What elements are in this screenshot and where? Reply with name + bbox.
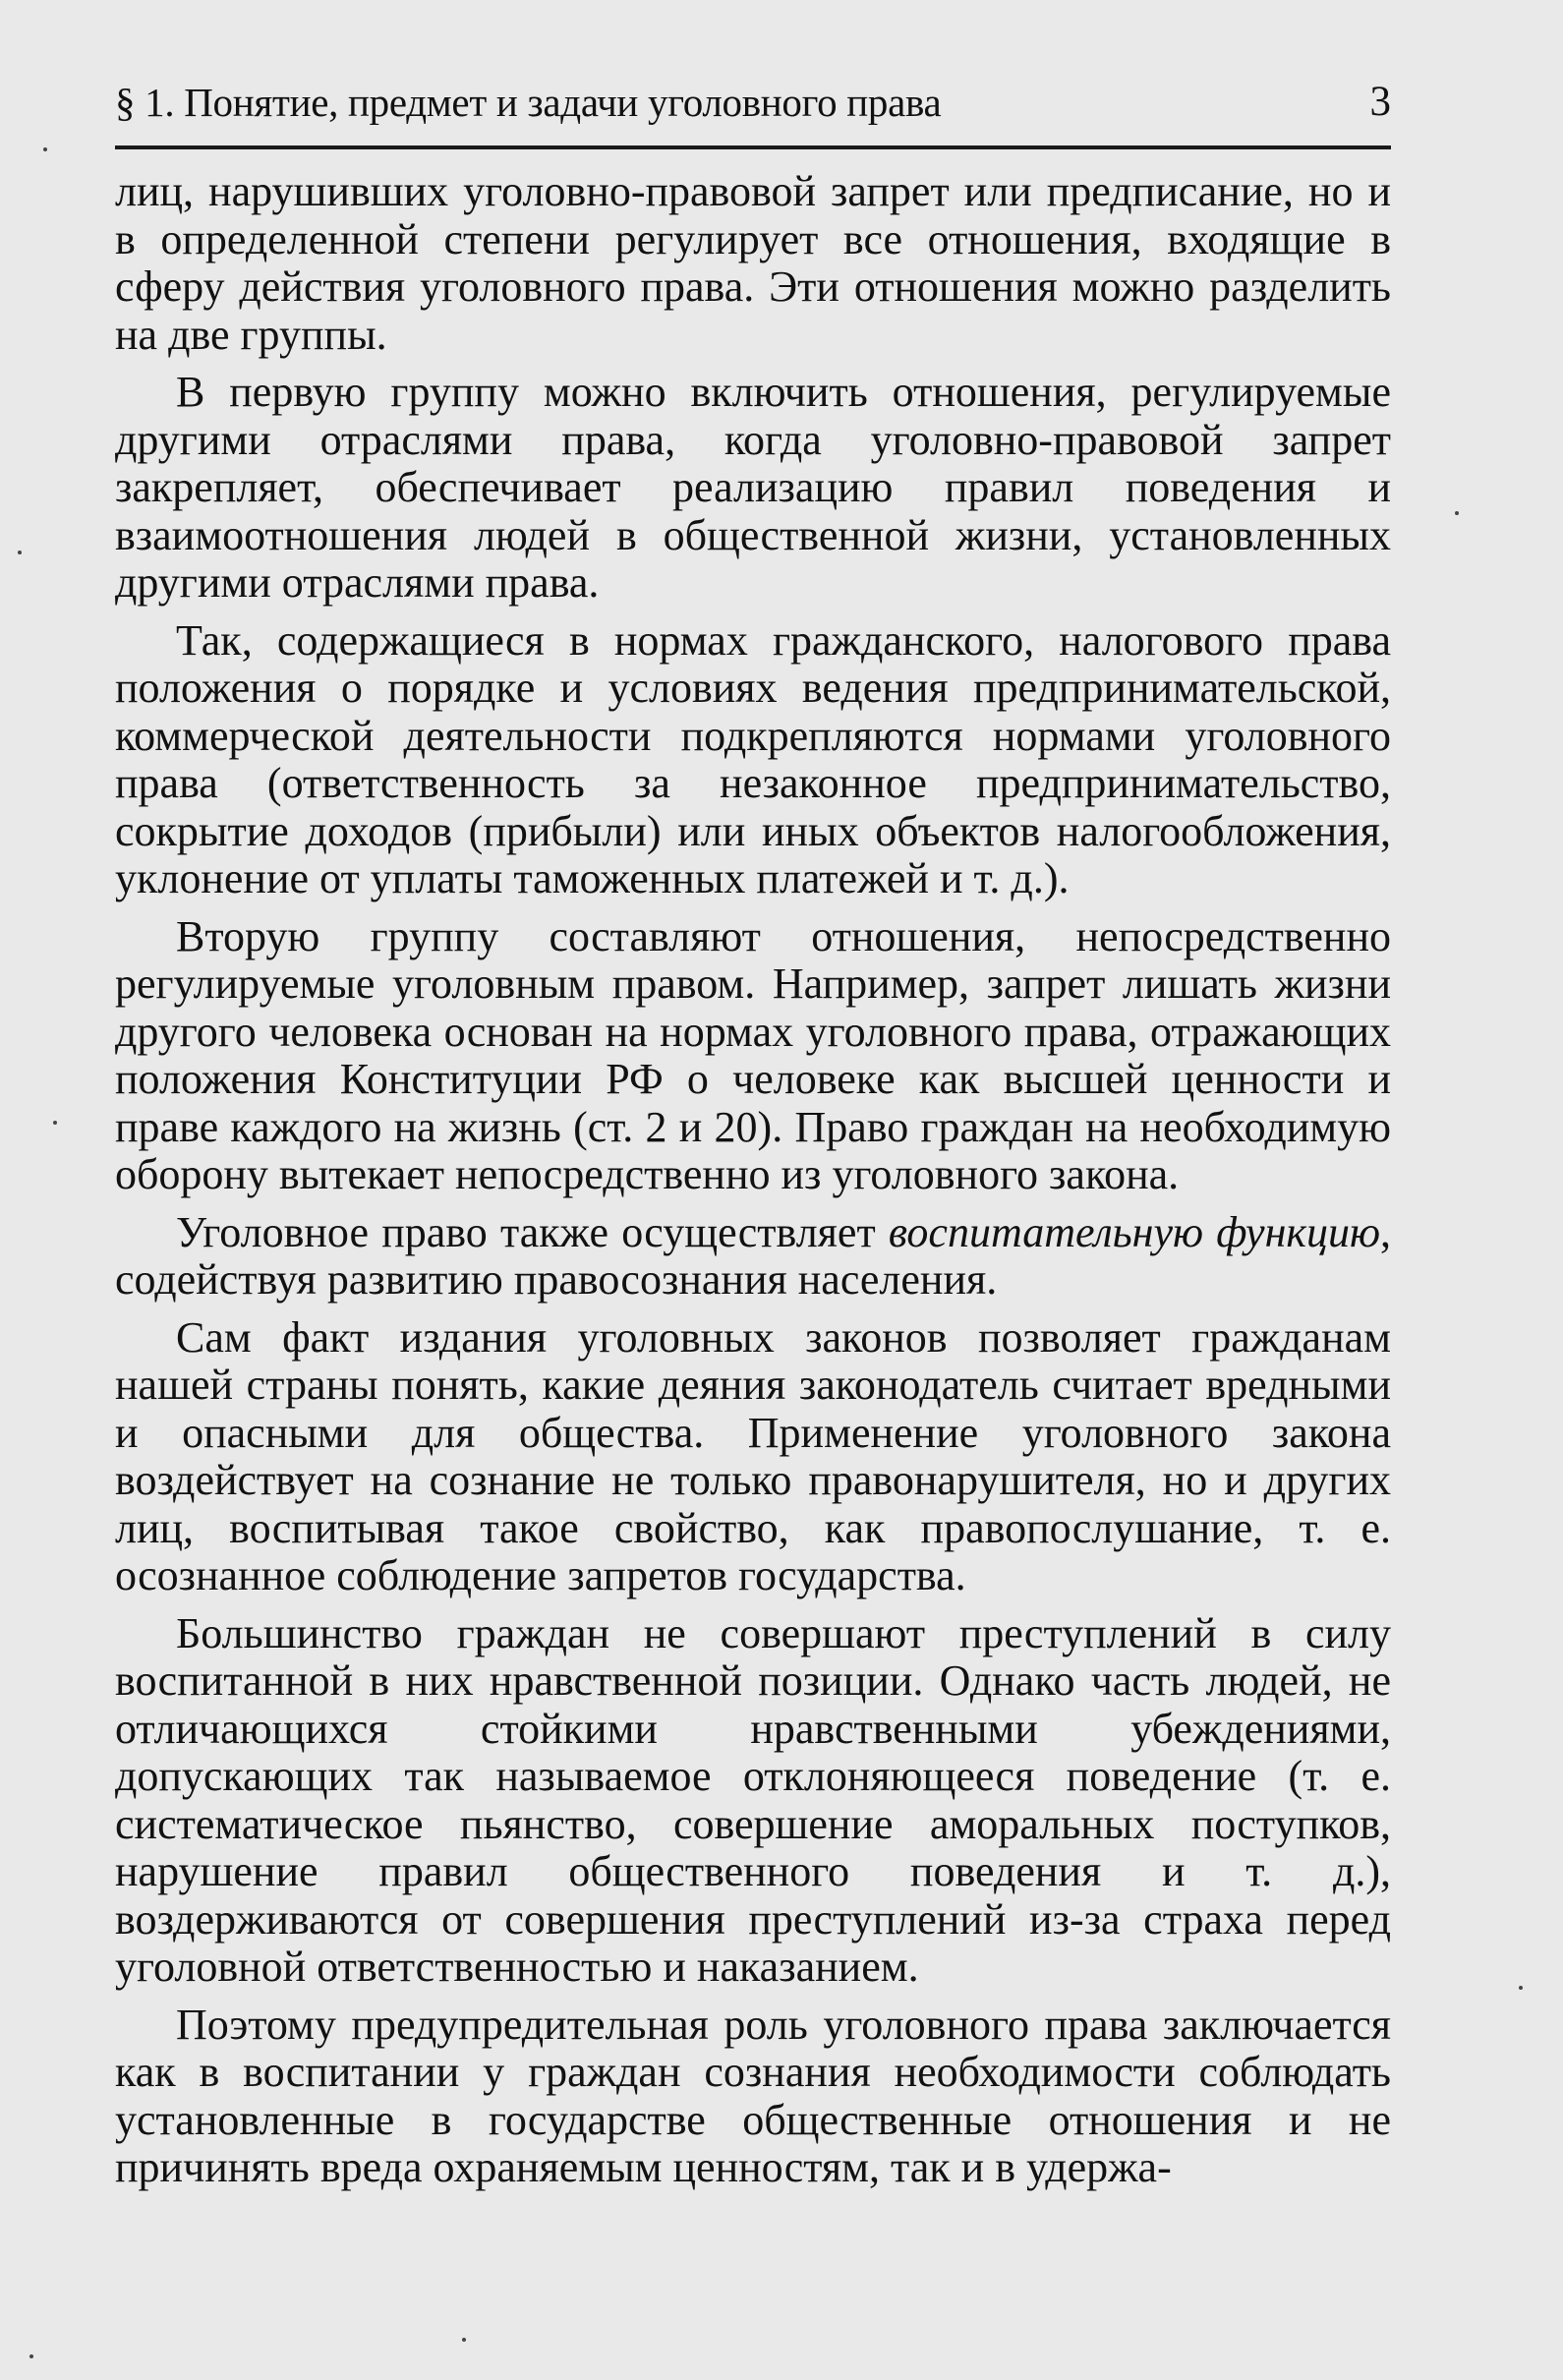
- scan-speck: [18, 551, 22, 554]
- paragraph-first-group: В первую группу можно включить отношения, регулируемые другими отраслями права, когда уголовно-правовой запрет закрепляет, обеспечивает реализацию правил поведения и взаимоотношения людей в общественной жизни, установленных другими отраслями права.: [115, 368, 1391, 607]
- scan-speck: [43, 147, 47, 151]
- paragraph-criminal-laws: Сам факт издания уголовных законов позволяет гражданам нашей страны понять, какие деяния законодатель считает вредными и опасными для общества. Применение уголовного закона воздействует на сознание не только правонарушителя, но и других лиц, воспитывая такое свойство, как правопослушание, т. е. осознанное соблюдение запретов государства.: [115, 1312, 1391, 1599]
- paragraph-continuation: лиц, нарушивших уголовно-правовой запрет или предписание, но и в определенной степени регулирует все отношения, входящие в сферу действия уголовного права. Эти отношения можно разделить на две группы.: [115, 167, 1391, 359]
- paragraph-preventive-role: Поэтому предупредительная роль уголовного права заключается как в воспитании у граждан сознания необходимости соблюдать установленные в государстве общественные отношения и не причинять вреда охраняемым ценностям, так и в удержа-: [115, 2000, 1391, 2191]
- educational-function-lead: Уголовное право также осуществляет: [176, 1207, 889, 1256]
- paragraph-educational-function: [115, 1209, 1391, 1305]
- page-number: 3: [1369, 79, 1391, 125]
- section-title: § 1. Понятие, предмет и задачи уголовного права: [115, 80, 942, 125]
- paragraph-civil-tax-law: Так, содержащиеся в нормах гражданского, налогового права положения о порядке и условиях ведения предпринимательской, коммерческой деятельности подкрепляются нормами уголовного права (ответственность за незаконное предпринимательство, сокрытие доходов (прибыли) или иных объектов налогообложения, уклонение от уплаты таможенных платежей и т. д.).: [115, 615, 1391, 902]
- paragraph-second-group: Вторую группу составляют отношения, непосредственно регулируемые уголовным правом. Например, запрет лишать жизни другого человека основан на нормах уголовного права, отражающих положения Конституции РФ о человеке как высшей ценности и праве каждого на жизнь (ст. 2 и 20). Право граждан на необходимую оборону вытекает непосредственно из уголовного закона.: [115, 911, 1391, 1198]
- scan-speck: [462, 2338, 466, 2342]
- educational-function-term: воспитательную функцию: [888, 1207, 1381, 1256]
- scan-speck: [1519, 1986, 1523, 1990]
- paragraph-moral-position: Большинство граждан не совершают преступлений в силу воспитанной в них нравственной позиции. Однако часть людей, не отличающихся стойкими нравственными убеждениями, допускающих так называемое отклоняющееся поведение (т. е. систематическое пьянство, совершение аморальных поступков, нарушение правил общественного поведения и т. д.), воздерживаются от совершения преступлений из-за страха перед уголовной ответственностью и наказанием.: [115, 1608, 1391, 1991]
- scan-speck: [1455, 511, 1459, 515]
- running-header: [115, 73, 1391, 149]
- scan-speck: [53, 1121, 57, 1125]
- educational-function-tail: , содействуя развитию правосознания населения.: [115, 1207, 1392, 1304]
- scan-speck: [29, 2354, 33, 2358]
- body-text: [115, 168, 1391, 2192]
